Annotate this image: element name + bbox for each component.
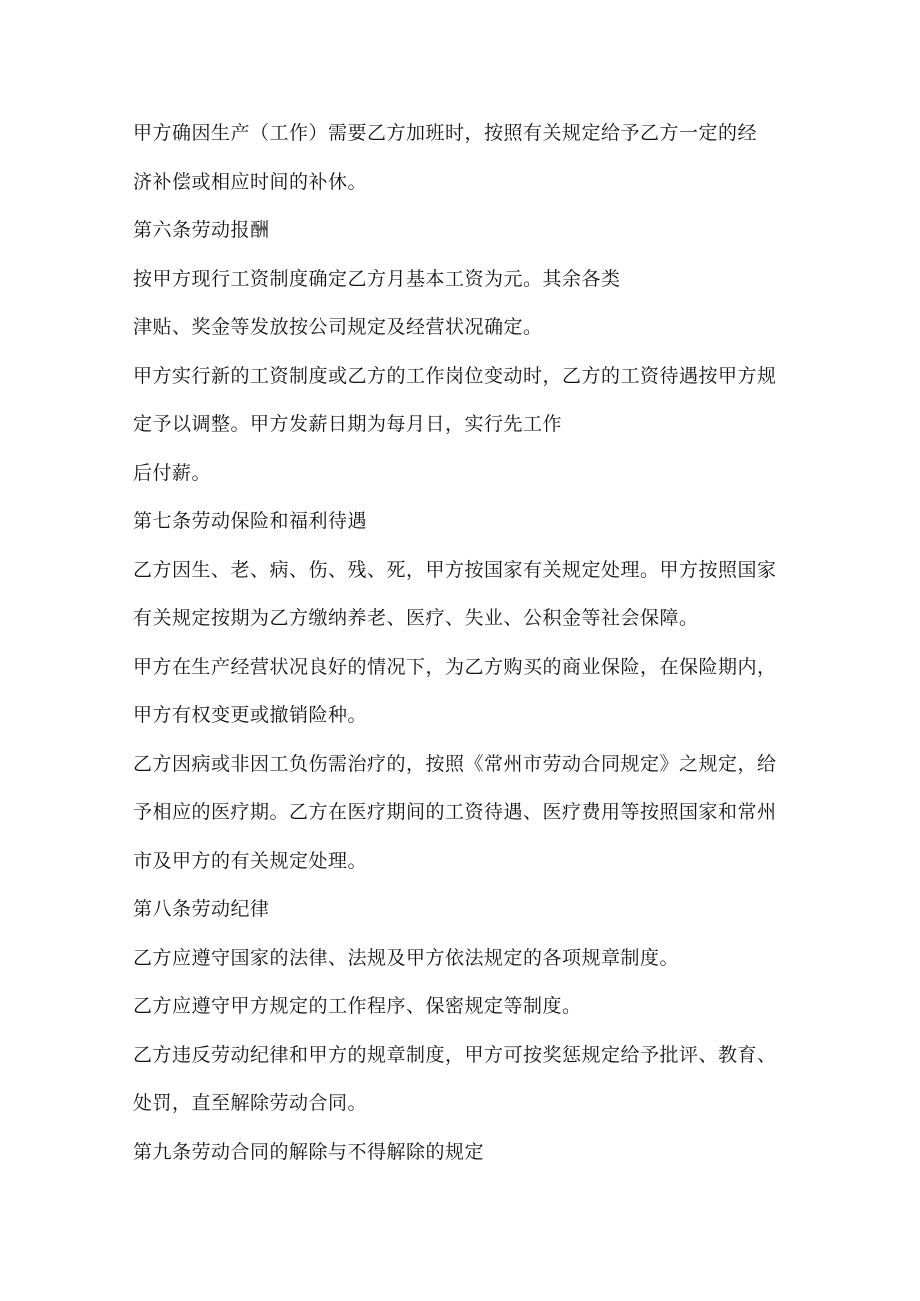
paragraph-line: 有关规定按期为乙方缴纳养老、医疗、失业、公积金等社会保障。 [133, 607, 699, 629]
section-heading: 第七条劳动保险和福利待遇 [133, 510, 368, 532]
paragraph-line: 定予以调整。甲方发薪日期为每月日，实行先工作 [133, 413, 563, 435]
paragraph-line: 按甲方现行工资制度确定乙方月基本工资为元。其余各类 [133, 268, 621, 290]
paragraph-line: 乙方违反劳动纪律和甲方的规章制度，甲方可按奖惩规定给予批评、教育、 [133, 1044, 777, 1066]
paragraph-line: 乙方因生、老、病、伤、残、死，甲方按国家有关规定处理。甲方按照国家 [133, 559, 777, 581]
paragraph-line: 甲方有权变更或撤销险种。 [133, 704, 368, 726]
paragraph-line: 市及甲方的有关规定处理。 [133, 850, 368, 872]
paragraph-line: 处罚，直至解除劳动合同。 [133, 1092, 368, 1114]
paragraph-line: 津贴、奖金等发放按公司规定及经营状况确定。 [133, 316, 543, 338]
section-heading: 第六条劳动报酬 [133, 219, 270, 241]
paragraph-line: 甲方在生产经营状况良好的情况下，为乙方购买的商业保险，在保险期内， [133, 656, 777, 678]
paragraph-line: 后付薪。 [133, 462, 212, 484]
paragraph-line: 甲方确因生产（工作）需要乙方加班时，按照有关规定给予乙方一定的经 [133, 122, 758, 144]
paragraph-line: 甲方实行新的工资制度或乙方的工作岗位变动时，乙方的工资待遇按甲方规 [133, 365, 777, 387]
paragraph-line: 乙方应遵守国家的法律、法规及甲方依法规定的各项规章制度。 [133, 947, 680, 969]
section-heading: 第九条劳动合同的解除与不得解除的规定 [133, 1141, 485, 1163]
paragraph-line: 济补偿或相应时间的补休。 [133, 171, 368, 193]
paragraph-line: 乙方因病或非因工负伤需治疗的，按照《常州市劳动合同规定》之规定，给 [133, 753, 777, 775]
paragraph-line: 予相应的医疗期。乙方在医疗期间的工资待遇、医疗费用等按照国家和常州 [133, 801, 777, 823]
section-heading: 第八条劳动纪律 [133, 898, 270, 920]
paragraph-line: 乙方应遵守甲方规定的工作程序、保密规定等制度。 [133, 995, 582, 1017]
